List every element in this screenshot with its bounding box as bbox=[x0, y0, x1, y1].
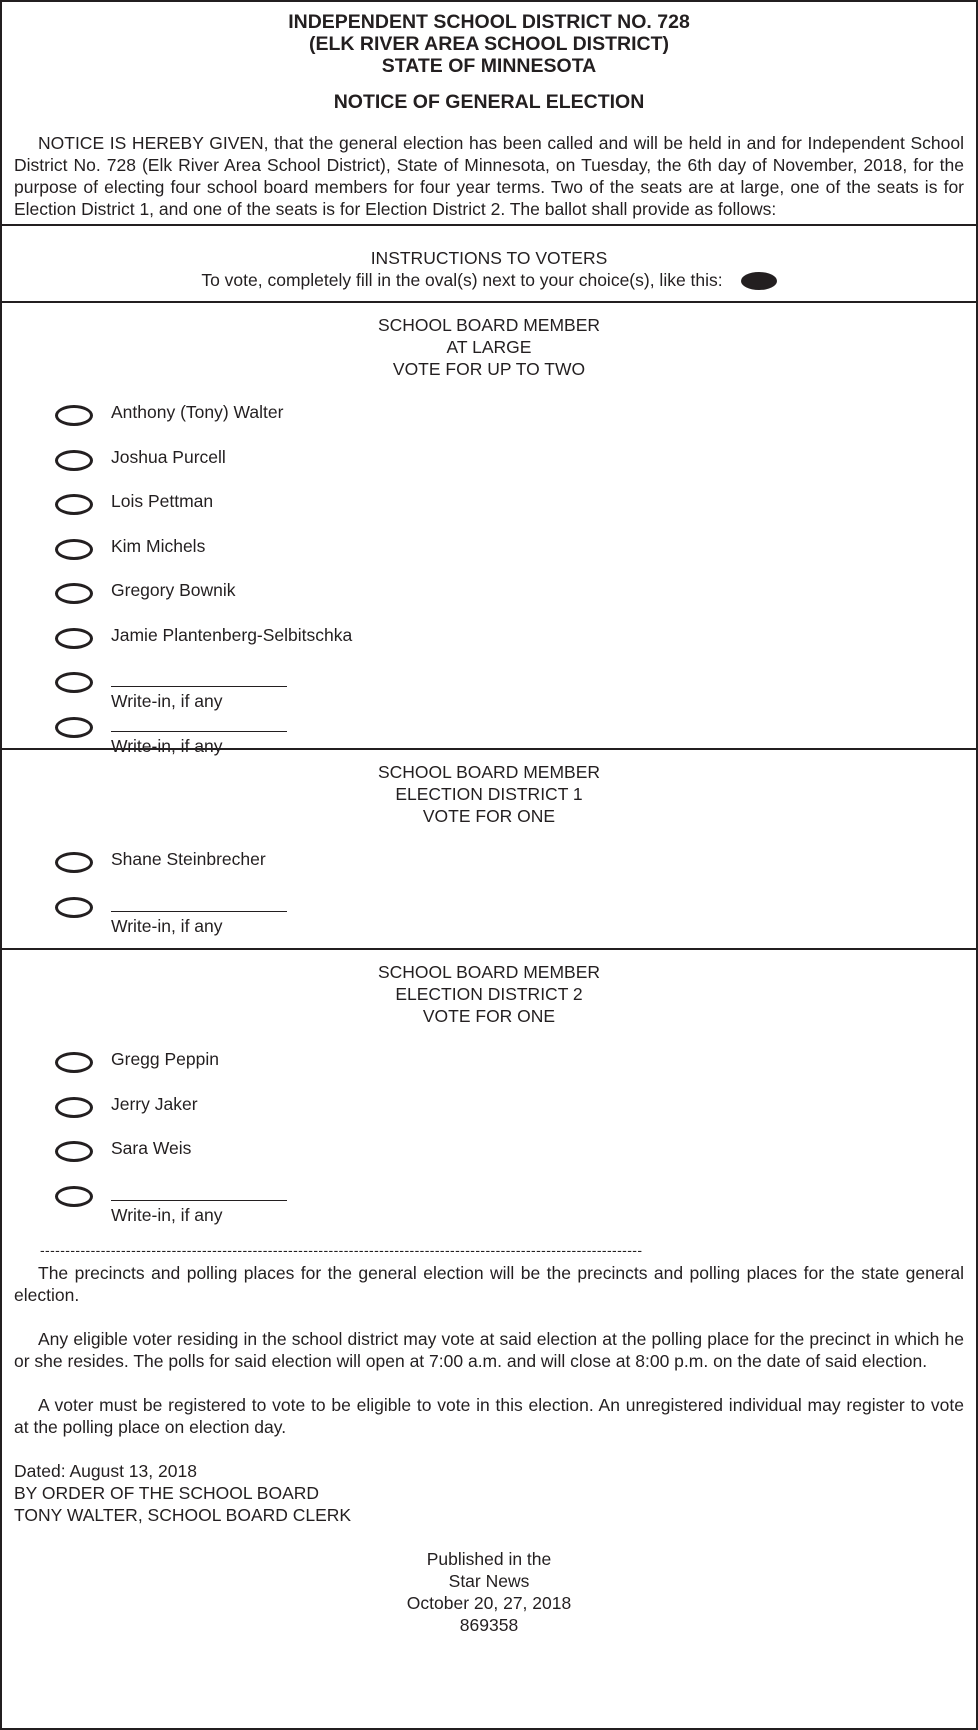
candidate-name: Kim Michels bbox=[111, 535, 206, 556]
candidate-name: Jamie Plantenberg-Selbitschka bbox=[111, 624, 353, 645]
intro-paragraph: NOTICE IS HEREBY GIVEN, that the general election has been called and will be held in and for Independent School District No. 728 (Elk River Area School District), State of Minnesota, on Tuesday, the 6th day of November, 2018, for the purpose of electing four school board members for four year terms. Two of the seats are at large, one of the seats is for Election District 1, and one of the seats is for Election District 2. The ballot shall provide as follows: bbox=[14, 133, 964, 219]
write-in-line[interactable] bbox=[111, 911, 287, 912]
candidate-row[interactable] bbox=[2, 1093, 976, 1138]
write-in-line[interactable] bbox=[111, 1200, 287, 1201]
signature-block bbox=[2, 1460, 976, 1526]
ballot-oval-icon[interactable] bbox=[55, 628, 93, 649]
ballot-oval-icon[interactable] bbox=[55, 1141, 93, 1162]
section-vote-for: VOTE FOR ONE bbox=[422, 1006, 556, 1026]
write-in-label: Write-in, if any bbox=[111, 1204, 223, 1225]
clerk-line: TONY WALTER, SCHOOL BOARD CLERK bbox=[14, 1505, 352, 1525]
candidate-row[interactable] bbox=[2, 579, 976, 624]
paragraph-registration: A voter must be registered to vote to be eligible to vote in this election. An unregistered individual may register to vote at the polling place on election day. bbox=[14, 1395, 964, 1437]
order-line: BY ORDER OF THE SCHOOL BOARD bbox=[14, 1483, 320, 1503]
write-in-line[interactable] bbox=[111, 686, 287, 687]
section-title: SCHOOL BOARD MEMBER bbox=[377, 315, 601, 335]
ballot-section-at-large bbox=[2, 303, 976, 756]
section-vote-for: VOTE FOR ONE bbox=[422, 806, 556, 826]
header-state: STATE OF MINNESOTA bbox=[381, 55, 597, 77]
section-title: SCHOOL BOARD MEMBER bbox=[377, 962, 601, 982]
header-district-name: (ELK RIVER AREA SCHOOL DISTRICT) bbox=[308, 33, 670, 55]
notice-title: NOTICE OF GENERAL ELECTION bbox=[333, 91, 645, 113]
instructions-title: INSTRUCTIONS TO VOTERS bbox=[370, 248, 608, 268]
candidate-row[interactable] bbox=[2, 1137, 976, 1182]
candidate-name: Lois Pettman bbox=[111, 491, 214, 511]
ballot-oval-icon[interactable] bbox=[55, 717, 93, 738]
voter-instructions bbox=[2, 226, 976, 301]
publication-dates: October 20, 27, 2018 bbox=[406, 1593, 572, 1613]
candidate-row[interactable] bbox=[2, 624, 976, 669]
ballot-oval-icon[interactable] bbox=[55, 1186, 93, 1207]
section-subtitle: AT LARGE bbox=[446, 337, 532, 357]
ballot-section-district-2 bbox=[2, 950, 976, 1226]
candidate-name: Sara Weis bbox=[111, 1138, 192, 1158]
write-in-row[interactable] bbox=[2, 713, 976, 758]
ballot-oval-icon[interactable] bbox=[55, 1097, 93, 1118]
write-in-row[interactable] bbox=[2, 668, 976, 713]
ballot-oval-icon[interactable] bbox=[55, 494, 93, 515]
publication-block bbox=[2, 1548, 976, 1636]
dashed-separator: ----------------------------------------------------------------------------------------------------------------------- bbox=[40, 1242, 643, 1258]
published-in: Published in the bbox=[426, 1549, 552, 1569]
write-in-label: Write-in, if any bbox=[111, 915, 223, 936]
document-header bbox=[2, 11, 976, 77]
candidate-name: Shane Steinbrecher bbox=[111, 849, 266, 869]
ballot-oval-icon[interactable] bbox=[55, 1052, 93, 1073]
section-heading bbox=[2, 961, 976, 1027]
section-heading bbox=[2, 314, 976, 380]
ballot-oval-icon[interactable] bbox=[55, 897, 93, 918]
ballot-oval-icon[interactable] bbox=[55, 583, 93, 604]
instructions-text: To vote, completely fill in the oval(s) next to your choice(s), like this: bbox=[201, 270, 723, 290]
candidate-name: Jerry Jaker bbox=[111, 1093, 198, 1114]
candidate-name: Gregg Peppin bbox=[111, 1049, 219, 1069]
dated-line: Dated: August 13, 2018 bbox=[14, 1461, 197, 1481]
paragraph-eligible-voters: Any eligible voter residing in the school district may vote at said election at the polling place for the precinct in which he or she resides. The polls for said election will open at 7:00 a.m. and will close at 8:00 p.m. on the date of said election. bbox=[14, 1329, 964, 1371]
section-title: SCHOOL BOARD MEMBER bbox=[377, 762, 601, 782]
section-heading bbox=[2, 761, 976, 827]
write-in-row[interactable] bbox=[2, 1182, 976, 1227]
write-in-label: Write-in, if any bbox=[111, 691, 223, 711]
ballot-oval-icon[interactable] bbox=[55, 450, 93, 471]
write-in-line[interactable] bbox=[111, 731, 287, 732]
write-in-row[interactable] bbox=[2, 893, 976, 938]
ballot-oval-icon[interactable] bbox=[55, 672, 93, 693]
candidate-name: Gregory Bownik bbox=[111, 580, 236, 600]
write-in-label: Write-in, if any bbox=[111, 735, 223, 756]
header-district: INDEPENDENT SCHOOL DISTRICT NO. 728 bbox=[288, 11, 690, 33]
ballot-oval-icon[interactable] bbox=[55, 539, 93, 560]
ballot-oval-icon[interactable] bbox=[55, 852, 93, 873]
ballot-section-district-1 bbox=[2, 750, 976, 948]
candidate-row[interactable] bbox=[2, 535, 976, 580]
candidate-row[interactable] bbox=[2, 490, 976, 535]
closing-paragraphs bbox=[2, 1262, 976, 1438]
newspaper-name: Star News bbox=[448, 1571, 530, 1591]
paragraph-polling-places: The precincts and polling places for the general election will be the precincts and polling places for the state general election. bbox=[14, 1263, 964, 1305]
section-vote-for: VOTE FOR UP TO TWO bbox=[392, 359, 586, 379]
candidate-row[interactable] bbox=[2, 848, 976, 893]
ballot-oval-icon[interactable] bbox=[55, 405, 93, 426]
candidate-name: Joshua Purcell bbox=[111, 446, 226, 467]
ad-number: 869358 bbox=[459, 1615, 519, 1635]
candidate-name: Anthony (Tony) Walter bbox=[111, 402, 284, 422]
candidate-row[interactable] bbox=[2, 1048, 976, 1093]
candidate-row[interactable] bbox=[2, 401, 976, 446]
candidate-row[interactable] bbox=[2, 446, 976, 491]
filled-oval-example-icon bbox=[741, 272, 777, 290]
section-subtitle: ELECTION DISTRICT 2 bbox=[395, 984, 583, 1004]
section-subtitle: ELECTION DISTRICT 1 bbox=[395, 784, 583, 804]
